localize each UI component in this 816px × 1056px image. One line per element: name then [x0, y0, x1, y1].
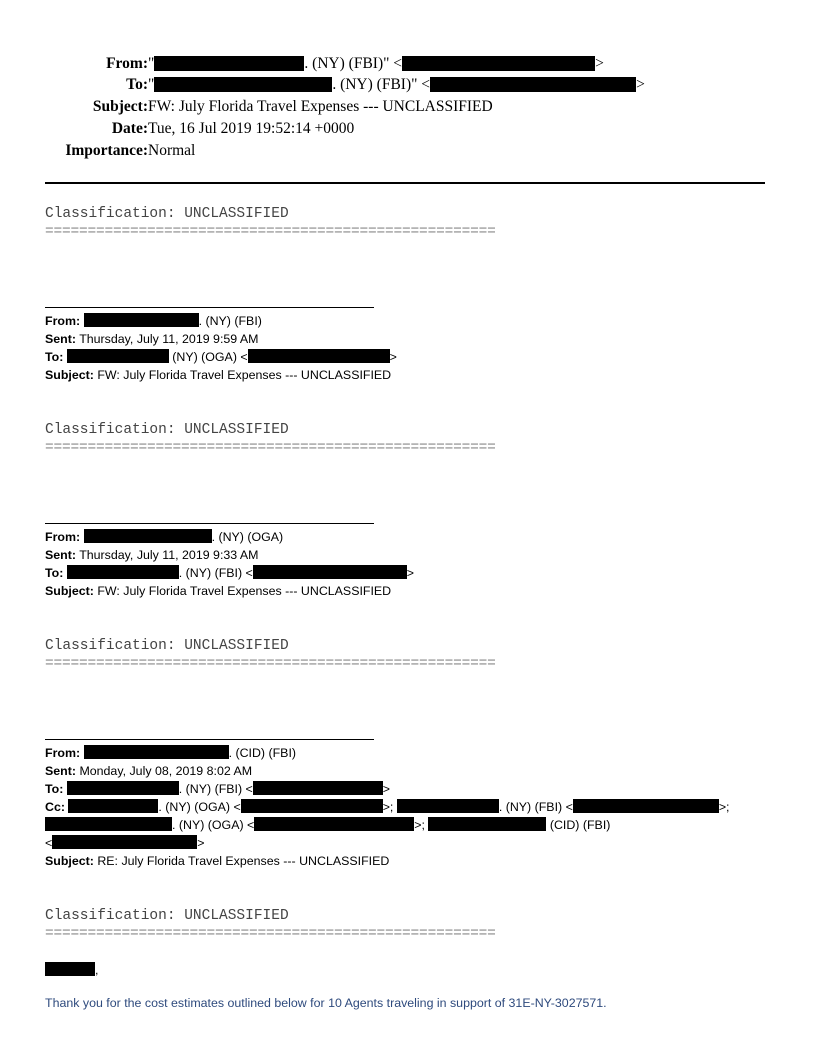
redaction — [45, 817, 172, 831]
sent-value: Thursday, July 11, 2019 9:33 AM — [79, 548, 259, 562]
to-label: To: — [126, 76, 148, 93]
subject-value: RE: July Florida Travel Expenses --- UNCLASSIFIED — [97, 854, 390, 868]
redaction — [52, 835, 197, 849]
from-label: From: — [106, 55, 148, 72]
to-label: To: — [45, 782, 64, 796]
redaction — [154, 56, 304, 71]
body-text: Thank you for the cost estimates outlined below for 10 Agents traveling in support of 31E-NY-3027571. — [45, 996, 607, 1010]
redaction — [248, 349, 390, 363]
classification-label: Classification: UNCLASSIFIED — [45, 422, 289, 438]
redaction — [573, 799, 719, 813]
sent-label: Sent: — [45, 548, 76, 562]
redaction — [84, 529, 212, 543]
redaction — [241, 799, 383, 813]
message-separator — [45, 523, 374, 524]
date-label: Date: — [111, 120, 148, 137]
redaction — [45, 962, 95, 976]
classification-divider: ===================================================== — [45, 440, 496, 456]
importance-label: Importance: — [65, 142, 148, 159]
classification-label: Classification: UNCLASSIFIED — [45, 638, 289, 654]
redaction — [402, 56, 595, 71]
sent-value: Thursday, July 11, 2019 9:59 AM — [79, 332, 259, 346]
date-value: Tue, 16 Jul 2019 19:52:14 +0000 — [148, 120, 355, 137]
redaction — [430, 77, 636, 92]
sent-value: Monday, July 08, 2019 8:02 AM — [79, 764, 253, 778]
subject-label: Subject: — [45, 584, 94, 598]
classification-divider: ===================================================== — [45, 926, 496, 942]
subject-label: Subject: — [45, 368, 94, 382]
subject-label: Subject: — [45, 854, 94, 868]
message-header: From: . (NY) (OGA) Sent: Thursday, July 11, 2019 9:33 AM To: . (NY) (FBI) < > Subject: FW: July Florida Travel Expenses --- UNCLASSIFIED — [45, 530, 415, 598]
classification-divider: ===================================================== — [45, 224, 496, 240]
from-label: From: — [45, 746, 81, 760]
classification-label: Classification: UNCLASSIFIED — [45, 908, 289, 924]
redaction — [67, 349, 169, 363]
subject-value: FW: July Florida Travel Expenses --- UNCLASSIFIED — [97, 584, 392, 598]
classification-divider: ===================================================== — [45, 656, 496, 672]
to-label: To: — [45, 566, 64, 580]
subject-value: FW: July Florida Travel Expenses --- UNCLASSIFIED — [97, 368, 392, 382]
redaction — [253, 565, 407, 579]
message-header: From: . (NY) (FBI) Sent: Thursday, July 11, 2019 9:59 AM To: (NY) (OGA) < > Subject: FW: July Florida Travel Expenses --- UNCLASSIFIED — [45, 314, 397, 382]
classification-label: Classification: UNCLASSIFIED — [45, 206, 289, 222]
sent-label: Sent: — [45, 764, 76, 778]
header-divider — [45, 182, 765, 184]
from-label: From: — [45, 530, 81, 544]
redaction — [84, 745, 229, 759]
redaction — [428, 817, 546, 831]
message-header: From: . (CID) (FBI) Sent: Monday, July 08, 2019 8:02 AM To: . (NY) (FBI) < > Cc: . (NY) (OGA) < >; . (NY) (FBI) < >; . (NY) (OGA) < >; (CID) (FBI) < > Subject: RE: July Florida Travel Expenses --- UNCLASSIFIED — [45, 746, 730, 868]
message-separator — [45, 307, 374, 308]
greeting: , — [45, 961, 98, 979]
subject-label: Subject: — [92, 98, 148, 115]
redaction — [67, 565, 179, 579]
cc-label: Cc: — [45, 800, 65, 814]
redaction — [154, 77, 332, 92]
redaction — [84, 313, 199, 327]
redaction — [397, 799, 499, 813]
redaction — [68, 799, 158, 813]
message-separator — [45, 739, 374, 740]
redaction — [254, 817, 414, 831]
from-label: From: — [45, 314, 81, 328]
importance-value: Normal — [148, 142, 196, 159]
to-label: To: — [45, 350, 64, 364]
sent-label: Sent: — [45, 332, 76, 346]
redaction — [67, 781, 179, 795]
subject-value: FW: July Florida Travel Expenses --- UNCLASSIFIED — [148, 98, 493, 115]
redaction — [253, 781, 383, 795]
